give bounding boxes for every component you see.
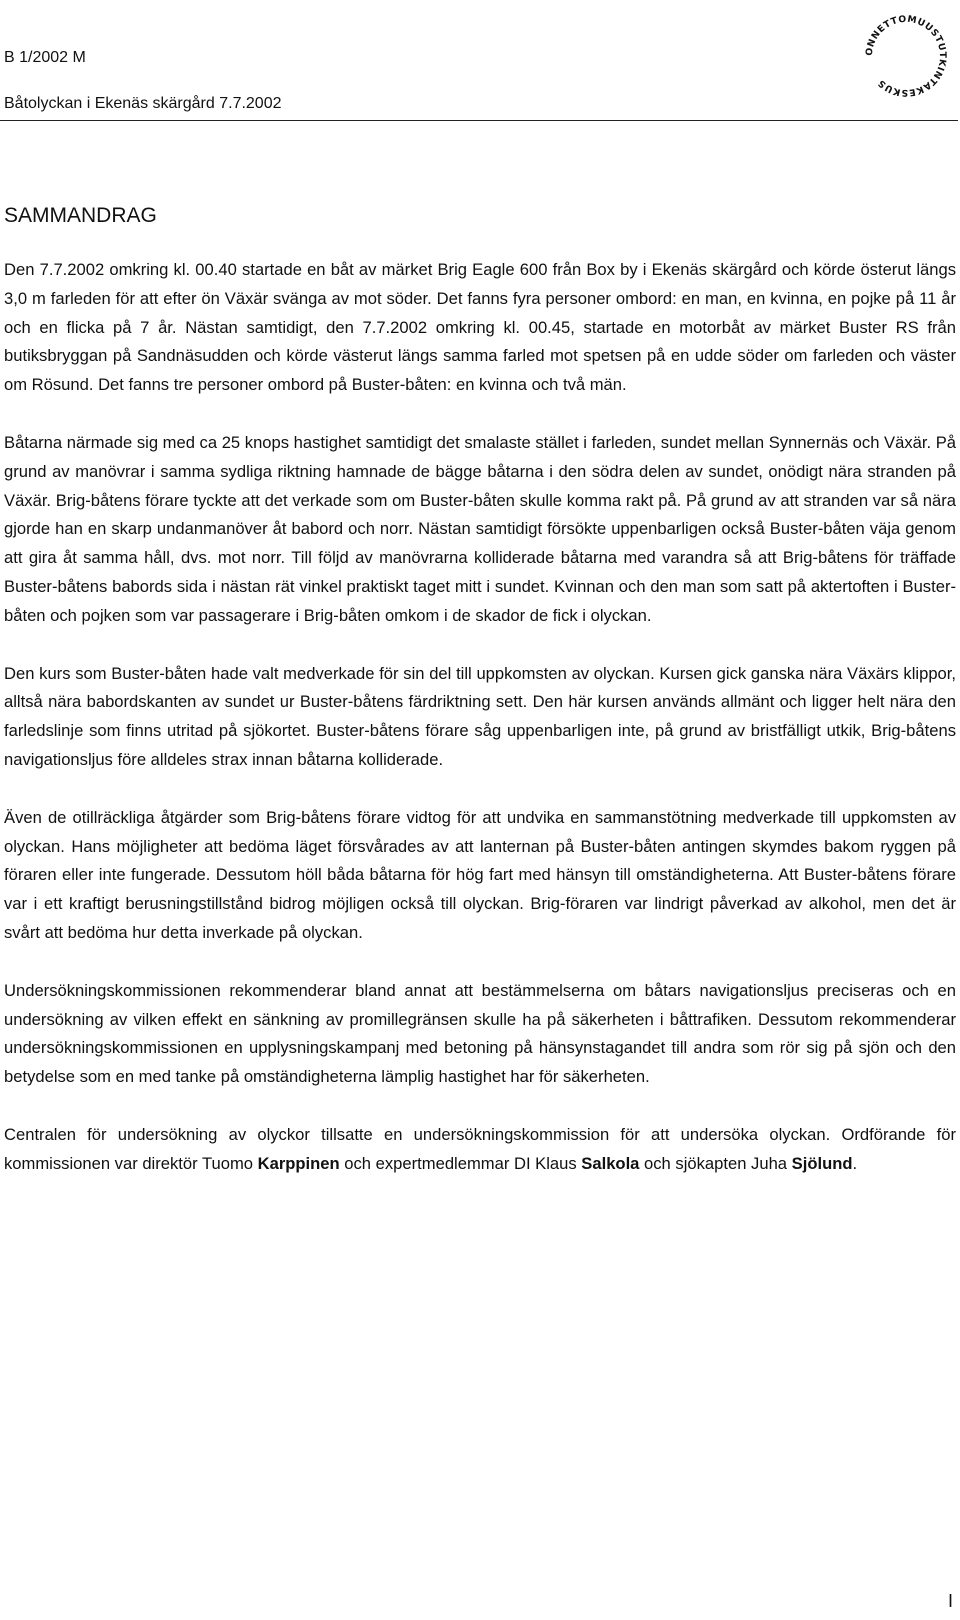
paragraph-text: Centralen för undersökning av olyckor tillsatte en undersökningskommission för att undersöka olyckan. Ordförande för kommissionen var direktör Tuomo [4, 1124, 956, 1173]
section-heading: SAMMANDRAG [4, 204, 157, 227]
page-header [0, 0, 960, 122]
summary-paragraph-6 [4, 1121, 956, 1179]
summary-paragraph-5: Undersökningskommissionen rekommenderar bland annat att bestämmelserna om båtars navigationsljus preciseras och en undersökning av vilken effekt en sänkning av promillegränsen skulle ha på säkerheten i båttrafiken. Dessutom rekommenderar undersökningskommissionen en upplysningskampanj med betoning på hänsynstagandet till andra som rör sig på sjön och den betydelse som en med tanke på omständigheterna lämplig hastighet har för säkerheten. [4, 980, 956, 1087]
header-divider [0, 120, 958, 121]
paragraph-text: och sjökapten Juha [639, 1153, 792, 1173]
summary-paragraph-2: Båtarna närmade sig med ca 25 knops hastighet samtidigt det smalaste stället i farleden, sundet mellan Synnernäs och Växär. På grund av manövrar i samma sydliga riktning hamnade de bägge båtarna i den södra delen av sundet, onödigt nära stranden på Växär. Brig-båtens förare tyckte att det verkade som om Buster-båten skulle komma rakt på. På grund av att stranden var så nära gjorde han en skarp undanmanöver åt babord och norr. Nästan samtidigt försökte uppenbarligen också Buster-båten väja genom att gira åt samma håll, dvs. mot norr. Till följd av manövrarna kolliderade båtarna med varandra så att Brig-båtens för träffade Buster-båtens babords sida i nästan rät vinkel praktiskt taget mitt i sundet. Kvinnan och den man som satt på aktertoften i Buster-båten och pojken som var passagerare i Brig-båten omkom i de skador de fick i olyckan. [4, 432, 956, 625]
summary-section [4, 202, 956, 1208]
report-title: Båtolyckan i Ekenäs skärgård 7.7.2002 [4, 95, 282, 112]
paragraph-text: och expertmedlemmar DI Klaus [339, 1153, 582, 1173]
paragraph-text: . [852, 1153, 858, 1173]
expert-name: Sjölund [791, 1153, 853, 1173]
page-number: I [948, 1591, 954, 1611]
svg-text:ONNETTOMUUSTUTKINTAKESKUS: ONNETTOMUUSTUTKINTAKESKUS [863, 13, 949, 99]
summary-paragraph-3: Den kurs som Buster-båten hade valt medverkade för sin del till uppkomsten av olyckan. Kursen gick ganska nära Växärs klippor, alltså nära babordskanten av sundet ur Buster-båtens färdriktning sett. Den här kursen används allmänt och ligger helt nära den farledslinje som finns utritad på sjökortet. Buster-båtens förare såg uppenbarligen inte, på grund av bristfälligt utkik, Brig-båtens navigationsljus före alldeles strax innan båtarna kolliderade. [4, 663, 956, 769]
seal-logo-icon [860, 4, 952, 104]
summary-paragraph-1: Den 7.7.2002 omkring kl. 00.40 startade en båt av märket Brig Eagle 600 från Box by i Ekenäs skärgård och körde österut längs 3,0 m farleden för att efter ön Växär svänga av mot söder. Det fanns fyra personer ombord: en man, en kvinna, en pojke på 11 år och en flicka på 7 år. Nästan samtidigt, den 7.7.2002 omkring kl. 00.45, startade en motorbåt av märket Buster RS från butiksbryggan på Sandnäsudden och körde västerut längs samma farled mot spetsen på en udde söder om farleden och väster om Rösund. Det fanns tre personer ombord på Buster-båten: en kvinna och två män. [4, 260, 956, 395]
expert-name: Salkola [581, 1153, 640, 1173]
report-reference: B 1/2002 M [4, 49, 86, 66]
chairman-name: Karppinen [257, 1153, 340, 1173]
summary-paragraph-4: Även de otillräckliga åtgärder som Brig-båtens förare vidtog för att undvika en sammanstötning medverkade till uppkomsten av olyckan. Hans möjligheter att bedöma läget försvårades av att lanternan på Buster-båten antingen skymdes bakom ryggen på föraren eller inte fungerade. Dessutom höll båda båtarna för hög fart med hänsyn till omständigheterna. Att Buster-båtens förare var i ett kraftigt berusningstillstånd bidrog möjligen också till olyckan. Brig-föraren var lindrigt påverkad av alkohol, men det är svårt att bedöma hur detta inverkade på olyckan. [4, 807, 956, 942]
